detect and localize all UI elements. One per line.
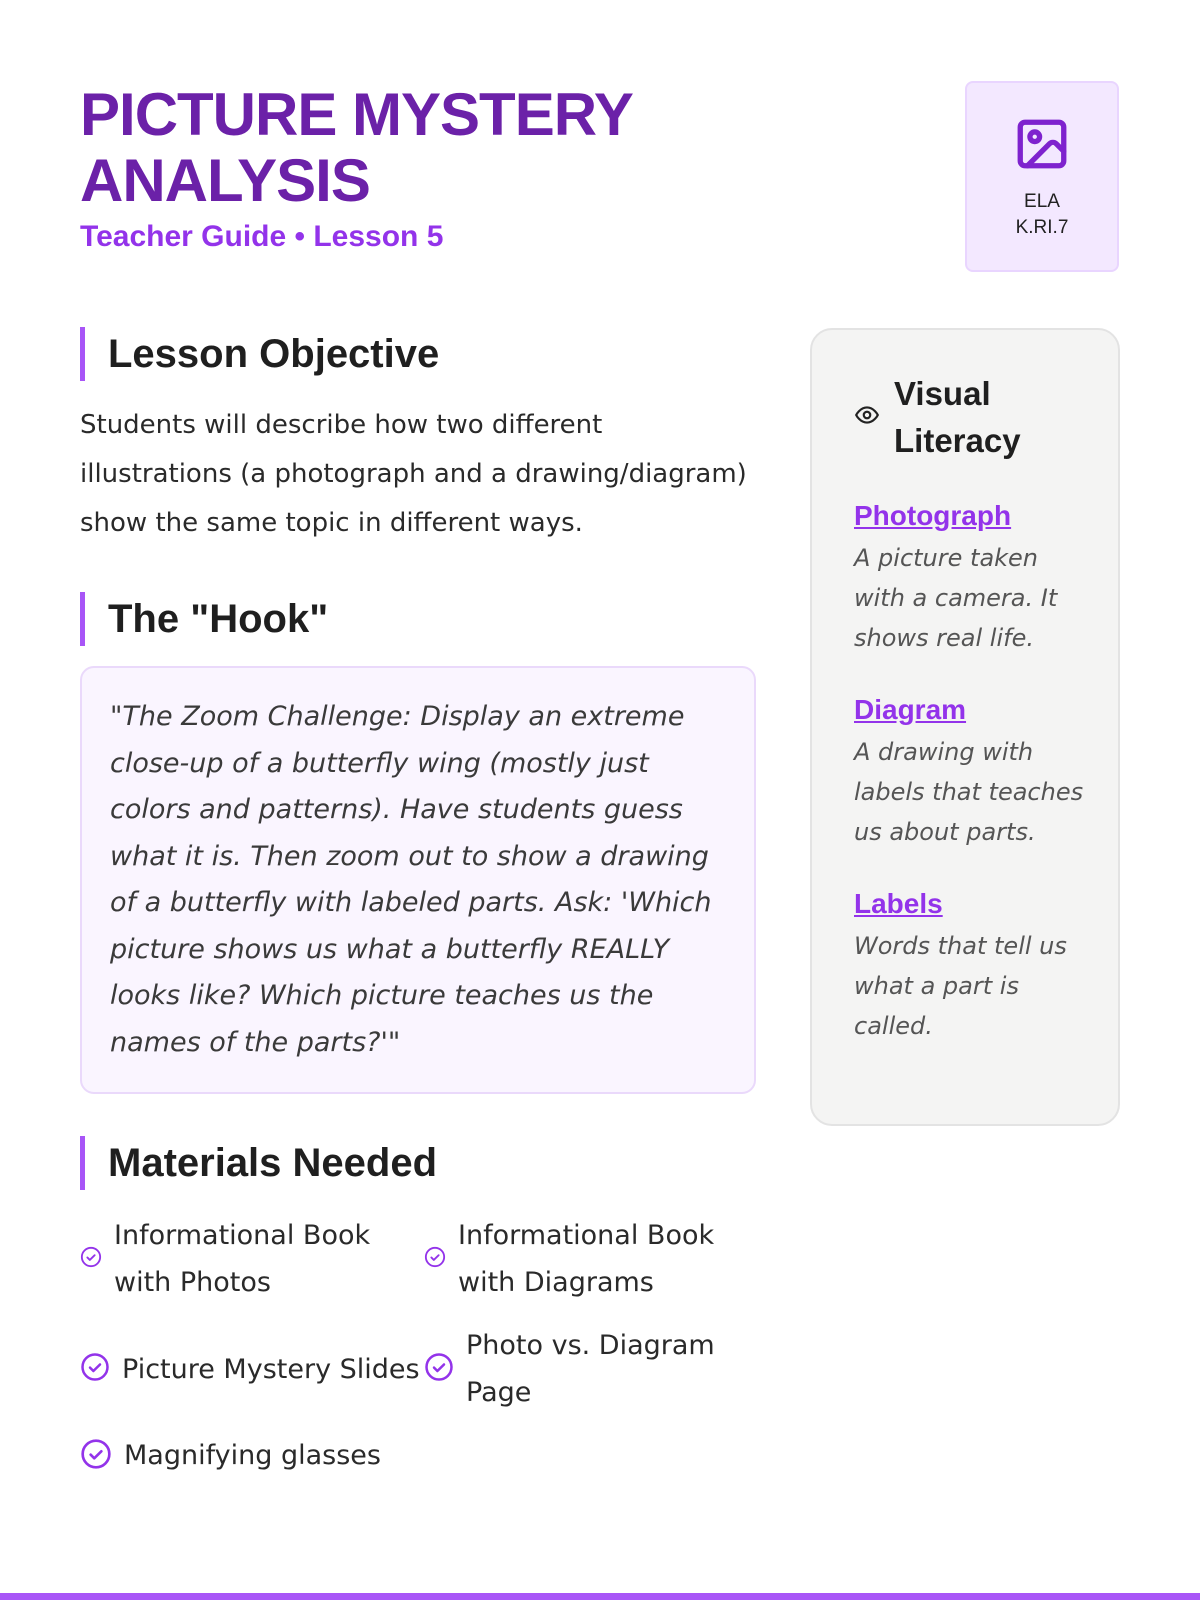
- glossary-term: [854, 886, 1088, 1046]
- main-content: [80, 327, 756, 1479]
- page-title: PICTURE MYSTERY ANALYSIS: [80, 81, 632, 214]
- materials-list: [80, 1212, 756, 1479]
- glossary-term: [854, 498, 1088, 658]
- material-label: Magnifying glasses: [124, 1440, 381, 1471]
- badge-standard: K.RI.7: [1015, 217, 1069, 238]
- panel-title: Visual Literacy: [894, 375, 1021, 459]
- material-label: Picture Mystery Slides: [122, 1353, 420, 1385]
- check-circle-icon: [424, 1246, 446, 1272]
- check-circle-icon: [80, 1438, 112, 1474]
- term-definition: A picture taken with a camera. It shows real life.: [854, 544, 1058, 652]
- material-label: Informational Book with Photos: [114, 1220, 371, 1298]
- objective-text: Students will describe how two different illustrations (a photograph and a drawing/diagram) show the same topic in different ways.: [80, 410, 747, 538]
- check-circle-icon: [424, 1352, 454, 1386]
- list-item: [80, 1212, 424, 1306]
- materials-heading: Materials Needed: [80, 1136, 756, 1190]
- eye-icon: [854, 402, 880, 432]
- list-item: [80, 1322, 424, 1416]
- term-definition: Words that tell us what a part is called.: [854, 932, 1067, 1040]
- list-item: [424, 1322, 756, 1416]
- term-name-labels: Labels: [854, 888, 943, 919]
- material-label: Informational Book with Diagrams: [458, 1220, 715, 1298]
- material-label: Photo vs. Diagram Page: [466, 1330, 715, 1408]
- footer-accent-bar: [0, 1593, 1200, 1600]
- panel-header: [854, 370, 1088, 464]
- standard-badge: [965, 81, 1119, 272]
- list-item: [424, 1212, 756, 1306]
- glossary-term: [854, 692, 1088, 852]
- badge-subject: ELA: [1024, 191, 1060, 212]
- image-icon: [967, 115, 1117, 177]
- hook-heading: The "Hook": [80, 592, 756, 646]
- term-name-diagram: Diagram: [854, 694, 967, 725]
- page-header: [80, 82, 880, 254]
- hook-box: [80, 666, 756, 1094]
- term-definition: A drawing with labels that teaches us about parts.: [854, 738, 1084, 846]
- check-circle-icon: [80, 1352, 110, 1386]
- objective-heading: Lesson Objective: [80, 327, 756, 381]
- visual-literacy-panel: [810, 328, 1120, 1126]
- page-subtitle: Teacher Guide • Lesson 5: [80, 220, 444, 253]
- hook-text: "The Zoom Challenge: Display an extreme close-up of a butterfly wing (mostly just colors and patterns). Have students guess what it is. Then zoom out to show a drawing of a butterfly with labeled parts. Ask: 'Which picture shows us what a butterfly REALLY looks like? Which picture teaches us the names of the parts?'": [110, 701, 712, 1058]
- list-item: [80, 1432, 424, 1479]
- term-name-photograph: Photograph: [854, 500, 1012, 531]
- check-circle-icon: [80, 1246, 102, 1272]
